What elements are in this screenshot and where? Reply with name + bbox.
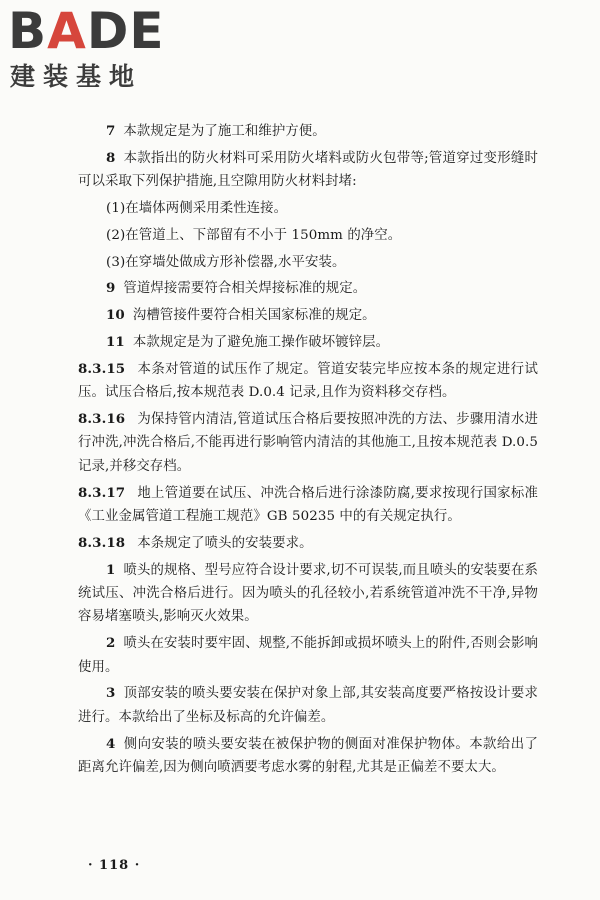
page-body [78,120,538,783]
clause-number: 8.3.15 [78,360,126,377]
paragraph-text: (3)在穿墙处做成方形补偿器,水平安装。 [106,254,346,270]
clause-number: 8.3.16 [78,410,126,427]
paragraph-item-1 [78,559,538,629]
clause-number: 8.3.18 [78,534,126,551]
paragraph-text: (2)在管道上、下部留有不小于 150mm 的净空。 [106,227,402,243]
sub-item-1 [78,197,538,220]
logo-wordmark [8,4,165,58]
paragraph-item-4 [78,733,538,780]
item-number: 8 [106,149,116,166]
logo-letter-a: A [47,2,87,60]
page-number: · 118 · [88,858,141,873]
paragraph-text: 本款指出的防火材料可采用防火堵料或防火包带等;管道穿过变形缝时可以采取下列保护措施,且空隙用防火材料封堵: [78,150,538,190]
paragraph-text: 本款规定是为了施工和维护方便。 [123,124,326,139]
clause-8-3-15 [78,358,538,405]
sub-item-2 [78,224,538,247]
paragraph-text: 管道焊接需要符合相关焊接标准的规定。 [123,281,367,297]
clause-number: 8.3.17 [78,484,126,501]
paragraph-item-8 [78,147,538,194]
paragraph-item-9 [78,277,538,300]
item-number: 7 [106,123,116,139]
item-number: 3 [106,685,116,702]
paragraph-item-3 [78,682,538,729]
clause-8-3-18 [78,532,538,555]
item-number: 10 [106,307,125,324]
sub-item-3 [78,251,538,274]
paragraph-text: 喷头的规格、型号应符合设计要求,切不可误装,而且喷头的安装要在系统试压、冲洗合格后进行。因为喷头的孔径较小,若系统管道冲洗不干净,异物容易堵塞喷头,影响灭火效果。 [78,562,538,625]
item-number: 9 [106,280,116,297]
paragraph-text: 顶部安装的喷头要安装在保护对象上部,其安装高度要严格按设计要求进行。本款给出了坐标及标高的允许偏差。 [78,686,538,725]
paragraph-item-11 [78,331,538,354]
paragraph-text: 本条对管道的试压作了规定。管道安装完毕应按本条的规定进行试压。试压合格后,按本规范表 D.0.4 记录,且作为资料移交存档。 [78,361,538,401]
paragraph-item-7 [78,120,538,143]
logo-letters-de: DE [86,2,165,60]
item-number: 2 [106,635,116,652]
item-number: 4 [106,735,116,752]
paragraph-text: 喷头在安装时要牢固、规整,不能拆卸或损坏喷头上的附件,否则会影响使用。 [78,636,538,675]
paragraph-text: 地上管道要在试压、冲洗合格后进行涂漆防腐,要求按现行国家标准《工业金属管道工程施工规范》GB 50235 中的有关规定执行。 [78,485,538,524]
paragraph-text: (1)在墙体两侧采用柔性连接。 [106,201,288,216]
logo-letter-b: B [8,2,48,60]
item-number: 1 [106,561,116,578]
paragraph-item-10 [78,304,538,327]
paragraph-text: 本款规定是为了避免施工操作破坏镀锌层。 [132,334,390,350]
paragraph-text: 本条规定了喷头的安装要求。 [137,535,313,551]
brand-logo [8,4,183,99]
clause-8-3-17 [78,482,538,529]
item-number: 11 [106,333,125,350]
logo-tagline: 建装基地 [10,62,143,91]
paragraph-text: 侧向安装的喷头要安装在被保护物的侧面对准保护物体。本款给出了距离允许偏差,因为侧向喷洒要考虑水雾的射程,尤其是正偏差不要太大。 [78,736,538,776]
paragraph-item-2 [78,632,538,679]
clause-8-3-16 [78,408,538,478]
paragraph-text: 为保持管内清洁,管道试压合格后要按照冲洗的方法、步骤用清水进行冲洗,冲洗合格后,不能再进行影响管内清洁的其他施工,且按本规范表 D.0.5 记录,并移交存档。 [78,411,538,474]
paragraph-text: 沟槽管接件要符合相关国家标准的规定。 [132,308,376,324]
